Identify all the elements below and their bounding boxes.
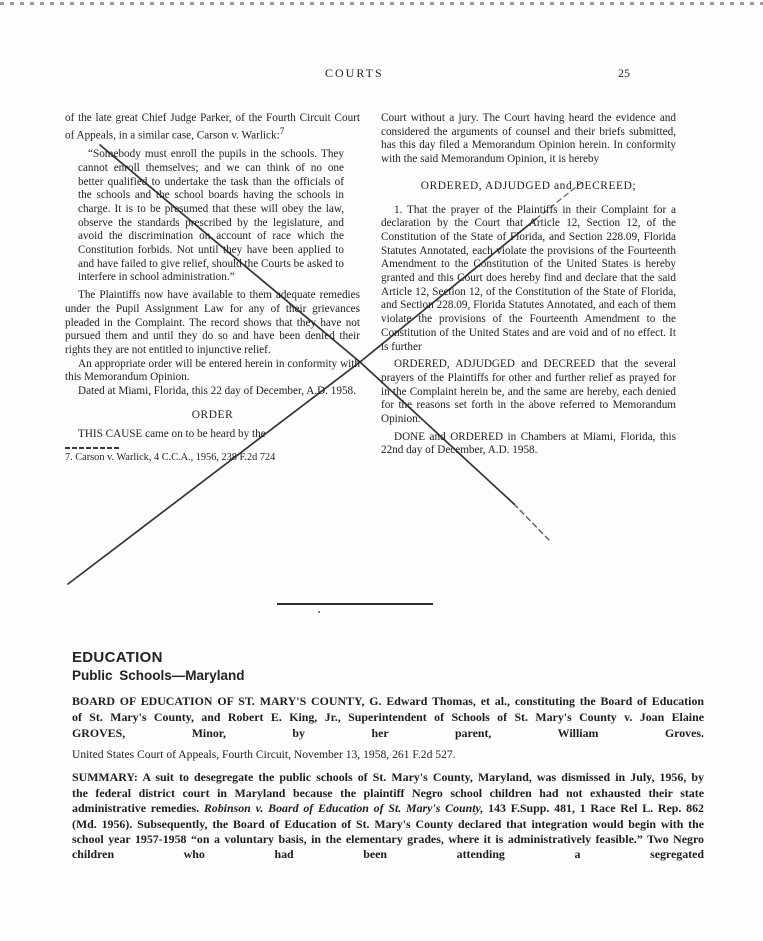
case-summary	[72, 770, 704, 862]
blockquote: “Somebody must enroll the pupils in the schools. They cannot enroll themselves; and we can think of no one better qualified to undertake the task than the officials of the schools and the school boards having the schools in charge. It is to be presumed that these will obey the law, observe the standards prescribed by the legislature, and avoid the discrimination on account of race which the Constitution forbids. Not until they have been applied to and have failed to give relief, should the Courts be asked to interfere in school administration.”	[78, 148, 344, 284]
page-number: 25	[618, 66, 630, 80]
footnote: 7. Carson v. Warlick, 4 C.C.A., 1956, 238 F.2d 724	[65, 452, 276, 464]
summary-label: SUMMARY:	[72, 770, 138, 785]
education-section	[72, 650, 704, 863]
section-divider-rule	[277, 603, 433, 605]
body-paragraph: ORDERED, ADJUDGED and DECREED that the several prayers of the Plaintiffs for other and further relief as prayed for in the Complaint herein be, and the same are hereby, each denied for the reasons set forth in the above referred to Memorandum Opinion.	[381, 358, 676, 426]
summary-case-name: Robinson v. Board of Education of St. Mary's County,	[203, 801, 484, 816]
order-heading: ORDER	[191, 408, 234, 421]
footnote-rule	[65, 447, 121, 449]
body-paragraph: Court without a jury. The Court having heard the evidence and considered the arguments of counsel and their briefs submitted, has this day filed a Memorandum Opinion herein. In conformity with the said Memorandum Opinion, it is hereby	[381, 112, 676, 166]
body-paragraph	[65, 112, 360, 143]
top-dotted-border	[0, 2, 763, 5]
body-paragraph: DONE and ORDERED in Chambers at Miami, Florida, this 22nd day of December, A.D. 1958.	[381, 430, 676, 457]
education-heading: EDUCATION	[72, 649, 163, 666]
body-paragraph: Dated at Miami, Florida, this 22 day of December, A.D. 1958.	[78, 385, 356, 398]
decree-heading: ORDERED, ADJUDGED and DECREED;	[420, 179, 637, 192]
body-paragraph: The Plaintiffs now have available to them adequate remedies under the Pupil Assignment Law for any of their grievances pleaded in the Complaint. The record shows that they have not pursued them and until they do so and have been denied their rights they are not entitled to injunctive relief.	[65, 289, 360, 356]
body-paragraph: An appropriate order will be entered herein in conformity with this Memorandum Opinion.	[65, 357, 360, 384]
body-paragraph: THIS CAUSE came on to be heard by the	[78, 427, 266, 440]
body-paragraph: 1. That the prayer of the Plaintiffs in their Complaint for a declaration by the Court that Article 12, Section 12, of the Constitution of the State of Florida, and Section 228.09, Florida Statutes Annotated, each violate the provisions of the Fourteenth Amendment to the Constitution of the United States is hereby granted and this Court does hereby find and declare that the said Article 12, Section 12, of the Constitution of the State of Florida, and Section 228.09, Florida Statutes Annotated, and each of them violate the provisions of the Fourteenth Amendment to the Constitution of the United States and are void and of no effect. It is further	[381, 203, 676, 353]
case-title: BOARD OF EDUCATION OF ST. MARY'S COUNTY, G. Edward Thomas, et al., constituting the Board of Education of St. Mary's County, and Robert E. King, Jr., Superintendent of Schools of St. Mary's County v. Joan Elaine GROVES, Minor, by her parent, William Groves.	[72, 694, 704, 740]
scan-speck	[318, 611, 320, 613]
education-subheading: Public Schools—Maryland	[72, 668, 245, 683]
two-column-text-area	[65, 112, 676, 464]
running-header-title: COURTS	[325, 66, 384, 80]
left-column	[65, 112, 360, 464]
case-citation: United States Court of Appeals, Fourth Circuit, November 13, 1958, 261 F.2d 527.	[72, 748, 456, 762]
right-column	[381, 112, 676, 464]
summary-text: A suit to desegregate the public schools of St. Mary's County, Maryland, was dismissed in July, 1956, by the federal district court in Maryland because the plaintiff Negro school children had not exhausted their state administrative remedies.	[72, 770, 704, 816]
footnote-reference: 7	[279, 126, 285, 137]
summary-text: 143 F.Supp. 481, 1 Race Rel L. Rep. 862 (Md. 1956). Subsequently, the Board of Education of St. Mary's County declared that integration would begin with the school year 1957-1958 “on a voluntary basis, in the elementary grades, where it is administratively feasible.” Two Negro children who had been attending a segregated	[72, 801, 704, 862]
paragraph-text: of the late great Chief Judge Parker, of the Fourth Circuit Court of Appeals, in a similar case, Carson v. Warlick:	[65, 112, 360, 142]
